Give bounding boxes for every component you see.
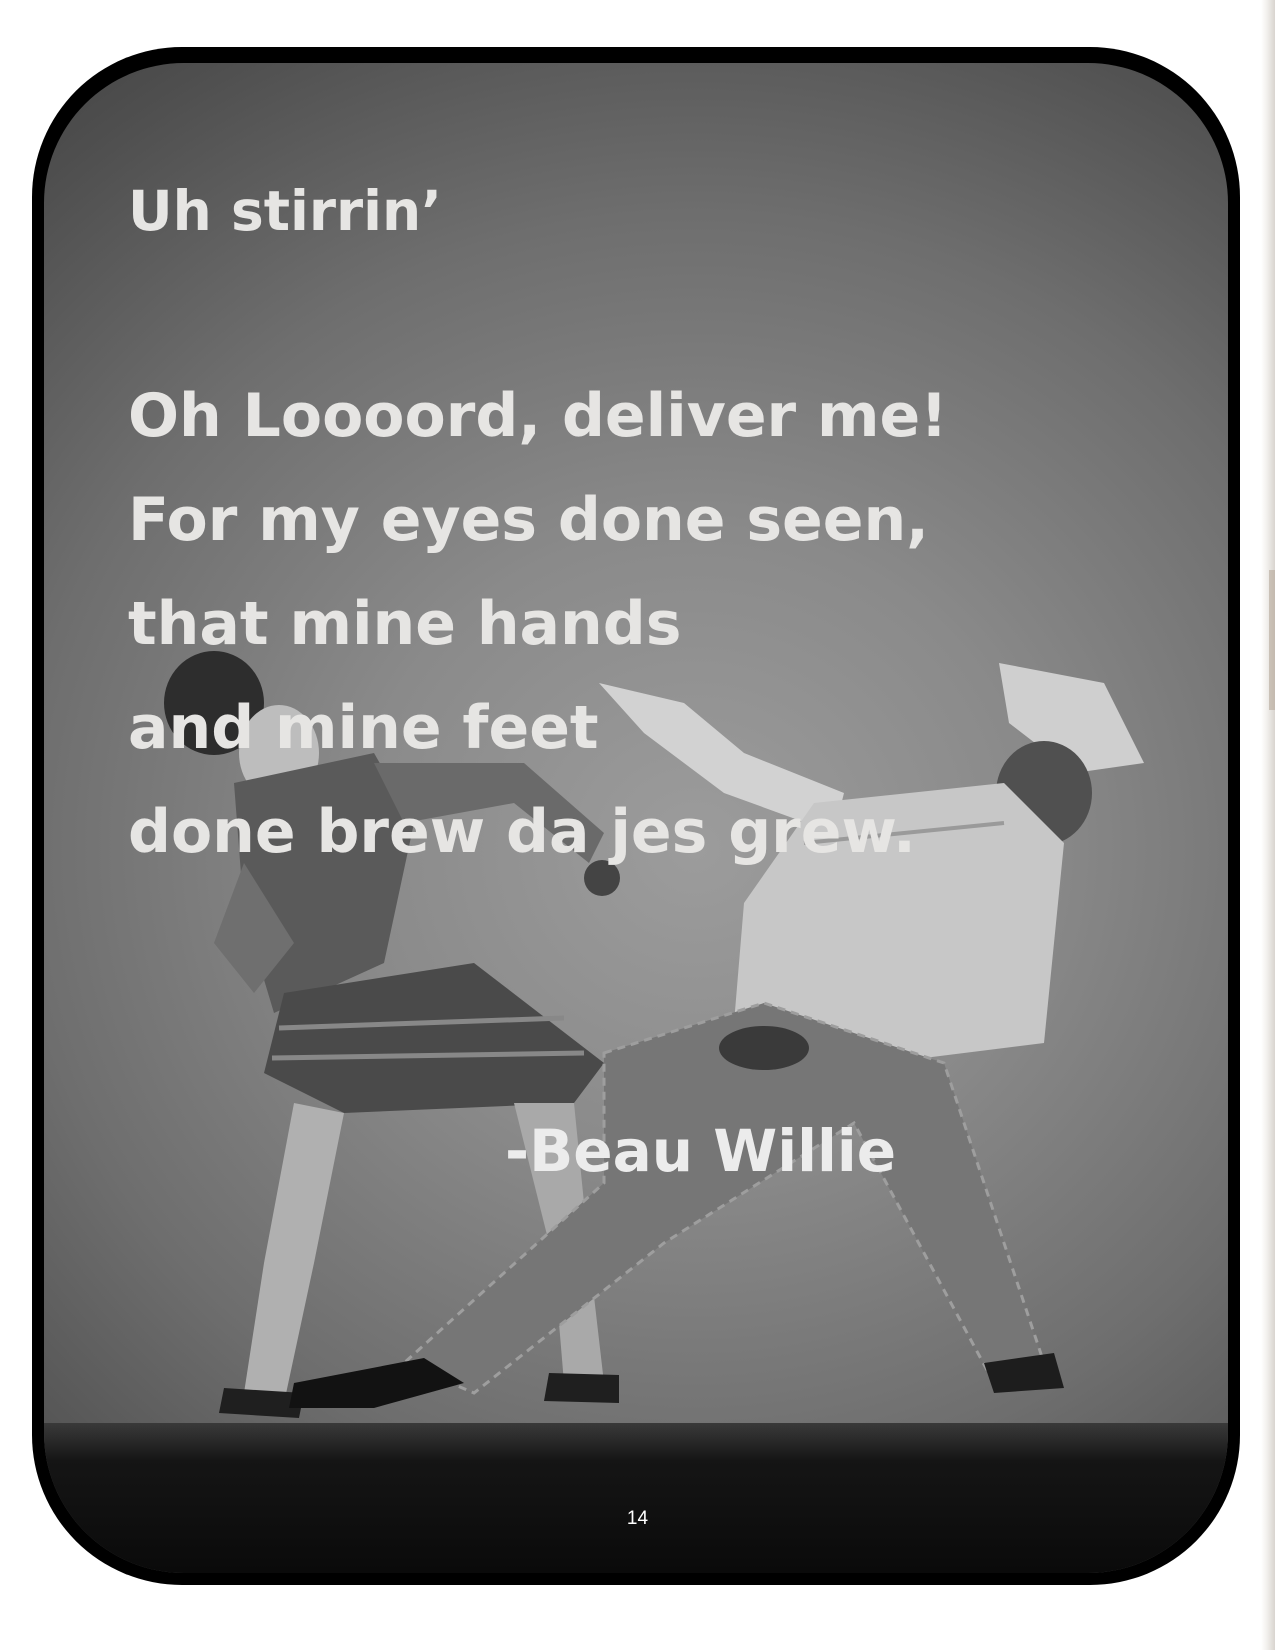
stanza-spacer — [128, 246, 948, 364]
poem-line: Oh Loooord, deliver me! — [128, 381, 948, 451]
poem-text — [128, 176, 948, 884]
poem-attribution: -Beau Willie — [505, 1117, 897, 1185]
poem-title: Uh stirrin’ — [128, 179, 442, 243]
page-edge — [1261, 0, 1275, 1650]
poem-line: that mine hands — [128, 589, 682, 659]
page-number: 14 — [626, 1508, 649, 1529]
man-hand — [719, 1026, 809, 1070]
poem-line: done brew da jes grew. — [128, 797, 916, 867]
stage-floor — [44, 1423, 1228, 1573]
woman-left-leg — [244, 1103, 344, 1403]
poem-line: For my eyes done seen, — [128, 485, 929, 555]
poem-line: and mine feet — [128, 693, 599, 763]
